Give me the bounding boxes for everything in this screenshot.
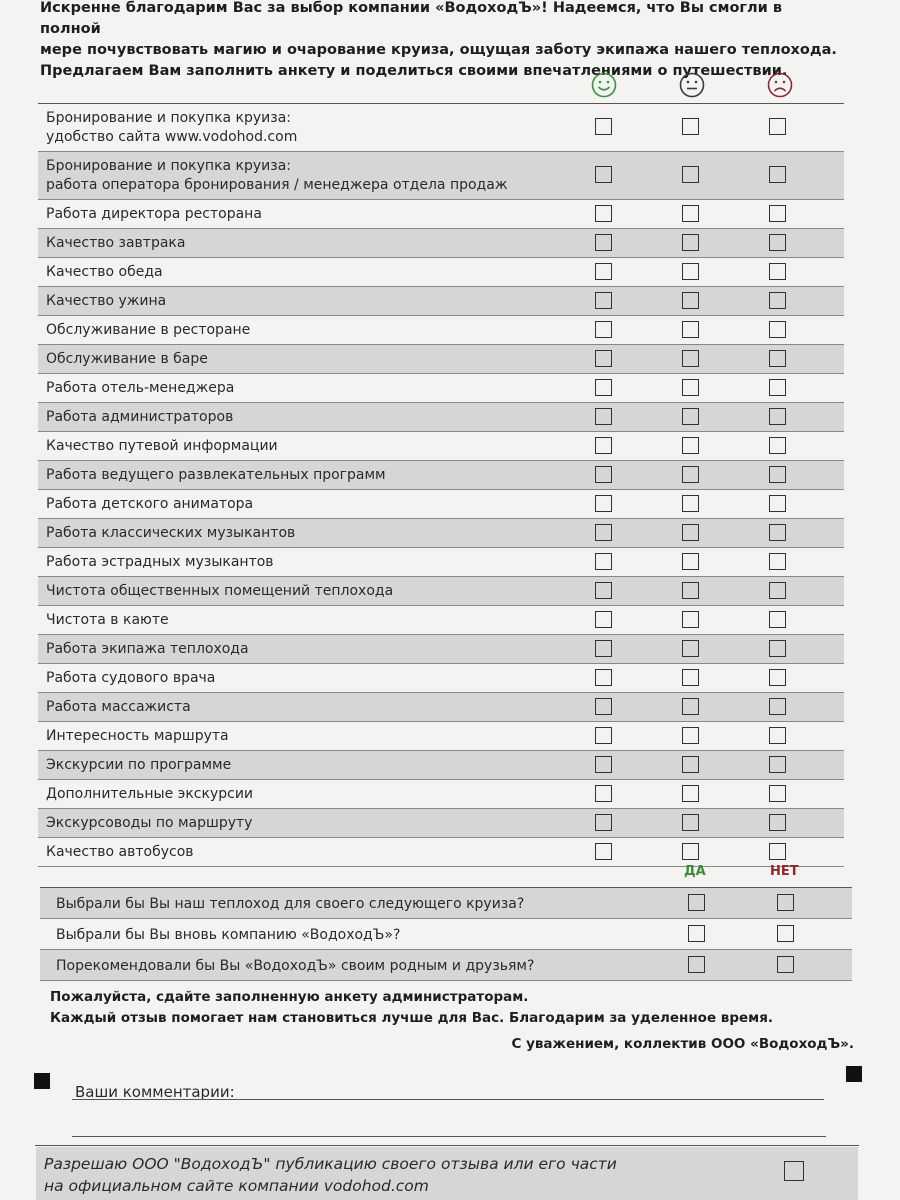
bad-checkbox[interactable]: [769, 698, 786, 715]
rating-row: [38, 104, 844, 152]
rating-row-label: [46, 756, 231, 775]
neutral-checkbox[interactable]: [682, 814, 699, 831]
bad-checkbox[interactable]: [769, 350, 786, 367]
yes-no-row: [40, 950, 852, 981]
neutral-checkbox[interactable]: [682, 495, 699, 512]
bad-checkbox[interactable]: [769, 321, 786, 338]
rating-row-label-line: Качество завтрака: [46, 235, 186, 251]
rating-scale-header: [0, 72, 900, 100]
rating-row-label-line: Работа ведущего развлекательных программ: [46, 467, 386, 483]
rating-row: [38, 200, 844, 229]
bad-checkbox[interactable]: [769, 611, 786, 628]
neutral-checkbox[interactable]: [682, 727, 699, 744]
rating-row: [38, 152, 844, 200]
rating-row-label-line: Бронирование и покупка круиза:: [46, 110, 292, 126]
neutral-checkbox[interactable]: [682, 669, 699, 686]
bad-checkbox[interactable]: [769, 292, 786, 309]
rating-row-label: [46, 205, 262, 224]
rating-row-label-line: Работа экипажа теплохода: [46, 641, 249, 657]
good-checkbox[interactable]: [595, 785, 612, 802]
rating-row-label: [46, 350, 208, 369]
rating-row-label-line: Качество ужина: [46, 293, 167, 309]
rating-row-label: [46, 669, 215, 688]
bad-checkbox[interactable]: [769, 727, 786, 744]
neutral-face-icon: [679, 72, 705, 98]
rating-row: [38, 403, 844, 432]
rating-row-label-line: работа оператора бронирования / менеджера отдела продаж: [46, 177, 508, 193]
publication-consent-row: [36, 1147, 858, 1200]
rating-row-label: [46, 495, 253, 514]
rating-row-label-line: Качество путевой информации: [46, 438, 278, 454]
rating-row-label-line: Работа директора ресторана: [46, 206, 262, 222]
rating-row: [38, 490, 844, 519]
good-checkbox[interactable]: [595, 698, 612, 715]
rating-row-label: [46, 524, 295, 543]
yes-checkbox[interactable]: [688, 925, 705, 942]
bad-checkbox[interactable]: [769, 814, 786, 831]
bad-checkbox[interactable]: [769, 466, 786, 483]
rating-row: [38, 635, 844, 664]
good-checkbox[interactable]: [595, 166, 612, 183]
rating-row-label: [46, 321, 250, 340]
bad-checkbox[interactable]: [769, 118, 786, 135]
rating-row: [38, 374, 844, 403]
good-checkbox[interactable]: [595, 292, 612, 309]
yes-no-question: Выбрали бы Вы наш теплоход для своего следующего круиза?: [56, 896, 525, 912]
good-checkbox[interactable]: [595, 205, 612, 222]
neutral-checkbox[interactable]: [682, 582, 699, 599]
rating-row-label-line: Интересность маршрута: [46, 728, 229, 744]
rating-row-label-line: Чистота в каюте: [46, 612, 169, 628]
neutral-checkbox[interactable]: [682, 321, 699, 338]
rating-row: [38, 838, 844, 867]
bad-checkbox[interactable]: [769, 205, 786, 222]
neutral-checkbox[interactable]: [682, 350, 699, 367]
rating-row: [38, 345, 844, 374]
neutral-checkbox[interactable]: [682, 205, 699, 222]
good-checkbox[interactable]: [595, 814, 612, 831]
bad-checkbox[interactable]: [769, 408, 786, 425]
rating-row-label: [46, 553, 274, 572]
bad-checkbox[interactable]: [769, 843, 786, 860]
neutral-checkbox[interactable]: [682, 756, 699, 773]
rating-row-label-line: Экскурсии по программе: [46, 757, 232, 773]
rating-row-label-line: Чистота общественных помещений теплохода: [46, 583, 394, 599]
rating-row-label-line: Работа эстрадных музыкантов: [46, 554, 274, 570]
rating-row-label-line: Качество автобусов: [46, 844, 194, 860]
rating-row-label-line: Дополнительные экскурсии: [46, 786, 254, 802]
yes-no-table: [40, 887, 852, 981]
yes-no-row: [40, 888, 852, 919]
rating-row: [38, 606, 844, 635]
neutral-checkbox[interactable]: [682, 292, 699, 309]
neutral-checkbox[interactable]: [682, 640, 699, 657]
good-checkbox[interactable]: [595, 321, 612, 338]
rating-row-label: [46, 814, 252, 833]
good-checkbox[interactable]: [595, 350, 612, 367]
no-checkbox[interactable]: [777, 925, 794, 942]
rating-row-label: [46, 437, 278, 456]
good-checkbox[interactable]: [595, 437, 612, 454]
rating-row-label: [46, 843, 194, 862]
good-checkbox[interactable]: [595, 524, 612, 541]
closing-line-1: Пожалуйста, сдайте заполненную анкету администраторам.: [50, 989, 529, 1005]
yes-checkbox[interactable]: [688, 894, 705, 911]
rating-row-label-line: Бронирование и покупка круиза:: [46, 158, 292, 174]
rating-row-label-line: Обслуживание в баре: [46, 351, 208, 367]
rating-row-label: [46, 234, 185, 253]
bad-checkbox[interactable]: [769, 553, 786, 570]
yes-no-question: Порекомендовали бы Вы «ВодоходЪ» своим родным и друзьям?: [56, 958, 535, 974]
good-checkbox[interactable]: [595, 118, 612, 135]
rating-row-label-line: Обслуживание в ресторане: [46, 322, 251, 338]
neutral-checkbox[interactable]: [682, 437, 699, 454]
rating-row: [38, 809, 844, 838]
rating-row-label: [46, 109, 297, 147]
intro-line-3: Предлагаем Вам заполнить анкету и поделиться своими впечатлениями о путешествии.: [40, 63, 788, 79]
neutral-checkbox[interactable]: [682, 118, 699, 135]
rating-row-label: [46, 408, 233, 427]
good-checkbox[interactable]: [595, 234, 612, 251]
no-checkbox[interactable]: [777, 956, 794, 973]
rating-row: [38, 548, 844, 577]
bad-checkbox[interactable]: [769, 166, 786, 183]
rating-row: [38, 664, 844, 693]
bad-checkbox[interactable]: [769, 669, 786, 686]
rating-row: [38, 287, 844, 316]
rating-row-label: [46, 466, 386, 485]
rating-row: [38, 258, 844, 287]
signature: С уважением, коллектив ООО «ВодоходЪ».: [511, 1036, 854, 1052]
rating-row: [38, 722, 844, 751]
yes-no-question: Выбрали бы Вы вновь компанию «ВодоходЪ»?: [56, 927, 401, 943]
good-checkbox[interactable]: [595, 727, 612, 744]
good-checkbox[interactable]: [595, 379, 612, 396]
good-checkbox[interactable]: [595, 756, 612, 773]
neutral-checkbox[interactable]: [682, 379, 699, 396]
neutral-checkbox[interactable]: [682, 408, 699, 425]
rating-row-label: [46, 157, 507, 195]
rating-row-label: [46, 727, 229, 746]
good-checkbox[interactable]: [595, 669, 612, 686]
intro-line-2: мере почувствовать магию и очарование круиза, ощущая заботу экипажа нашего теплохода.: [40, 42, 837, 58]
rating-row-label-line: Качество обеда: [46, 264, 163, 280]
rating-row-label: [46, 785, 253, 804]
rating-row-label-line: Работа отель-менеджера: [46, 380, 235, 396]
rating-row-label: [46, 379, 234, 398]
rating-row-label: [46, 263, 163, 282]
neutral-checkbox[interactable]: [682, 553, 699, 570]
yes-column-label: ДА: [684, 864, 706, 879]
rating-row-label: [46, 611, 169, 630]
good-checkbox[interactable]: [595, 640, 612, 657]
neutral-checkbox[interactable]: [682, 524, 699, 541]
closing-line-2: Каждый отзыв помогает нам становиться лучше для Вас. Благодарим за уделенное время.: [50, 1010, 774, 1026]
divider: [35, 1145, 859, 1146]
consent-text: [44, 1153, 617, 1197]
good-checkbox[interactable]: [595, 611, 612, 628]
good-checkbox[interactable]: [595, 466, 612, 483]
neutral-checkbox[interactable]: [682, 166, 699, 183]
rating-row-label-line: Работа администраторов: [46, 409, 234, 425]
rating-row-label: [46, 292, 166, 311]
good-checkbox[interactable]: [595, 495, 612, 512]
registration-mark: [34, 1073, 50, 1089]
neutral-checkbox[interactable]: [682, 843, 699, 860]
comments-line[interactable]: [72, 1136, 826, 1137]
intro-text: [40, 0, 840, 82]
rating-row-label-line: удобство сайта www.vodohod.com: [46, 129, 298, 145]
good-checkbox[interactable]: [595, 843, 612, 860]
bad-checkbox[interactable]: [769, 234, 786, 251]
bad-checkbox[interactable]: [769, 263, 786, 280]
no-checkbox[interactable]: [777, 894, 794, 911]
consent-checkbox[interactable]: [784, 1161, 804, 1181]
bad-checkbox[interactable]: [769, 437, 786, 454]
consent-line-2: на официальном сайте компании vodohod.com: [44, 1177, 429, 1195]
rating-row-label-line: Работа классических музыкантов: [46, 525, 296, 541]
no-column-label: НЕТ: [770, 864, 799, 879]
rating-row-label-line: Экскурсоводы по маршруту: [46, 815, 253, 831]
bad-checkbox[interactable]: [769, 495, 786, 512]
rating-row-label-line: Работа массажиста: [46, 699, 191, 715]
rating-row-label-line: Работа судового врача: [46, 670, 216, 686]
good-checkbox[interactable]: [595, 263, 612, 280]
rating-row-label: [46, 698, 191, 717]
yes-checkbox[interactable]: [688, 956, 705, 973]
rating-row: [38, 316, 844, 345]
registration-mark: [846, 1066, 862, 1082]
yes-no-row: [40, 919, 852, 950]
neutral-checkbox[interactable]: [682, 611, 699, 628]
happy-face-icon: [591, 72, 617, 98]
rating-row: [38, 751, 844, 780]
good-checkbox[interactable]: [595, 582, 612, 599]
rating-row: [38, 780, 844, 809]
neutral-checkbox[interactable]: [682, 234, 699, 251]
comments-line[interactable]: [72, 1099, 824, 1100]
rating-row-label-line: Работа детского аниматора: [46, 496, 254, 512]
neutral-checkbox[interactable]: [682, 785, 699, 802]
rating-table: [38, 103, 844, 867]
good-checkbox[interactable]: [595, 408, 612, 425]
closing-text: [50, 987, 773, 1029]
neutral-checkbox[interactable]: [682, 263, 699, 280]
rating-row: [38, 461, 844, 490]
comments-label: Ваши комментарии:: [75, 1083, 235, 1101]
intro-line-1: Искренне благодарим Вас за выбор компании «ВодоходЪ»! Надеемся, что Вы смогли в полной: [40, 0, 782, 37]
bad-checkbox[interactable]: [769, 756, 786, 773]
rating-row: [38, 693, 844, 722]
bad-checkbox[interactable]: [769, 640, 786, 657]
rating-row: [38, 432, 844, 461]
rating-row-label: [46, 582, 393, 601]
bad-checkbox[interactable]: [769, 524, 786, 541]
bad-checkbox[interactable]: [769, 785, 786, 802]
sad-face-icon: [767, 72, 793, 98]
rating-row: [38, 519, 844, 548]
neutral-checkbox[interactable]: [682, 698, 699, 715]
rating-row-label: [46, 640, 249, 659]
bad-checkbox[interactable]: [769, 379, 786, 396]
rating-row: [38, 577, 844, 606]
bad-checkbox[interactable]: [769, 582, 786, 599]
rating-row: [38, 229, 844, 258]
consent-line-1: Разрешаю ООО "ВодоходЪ" публикацию своего отзыва или его части: [44, 1155, 617, 1173]
good-checkbox[interactable]: [595, 553, 612, 570]
neutral-checkbox[interactable]: [682, 466, 699, 483]
